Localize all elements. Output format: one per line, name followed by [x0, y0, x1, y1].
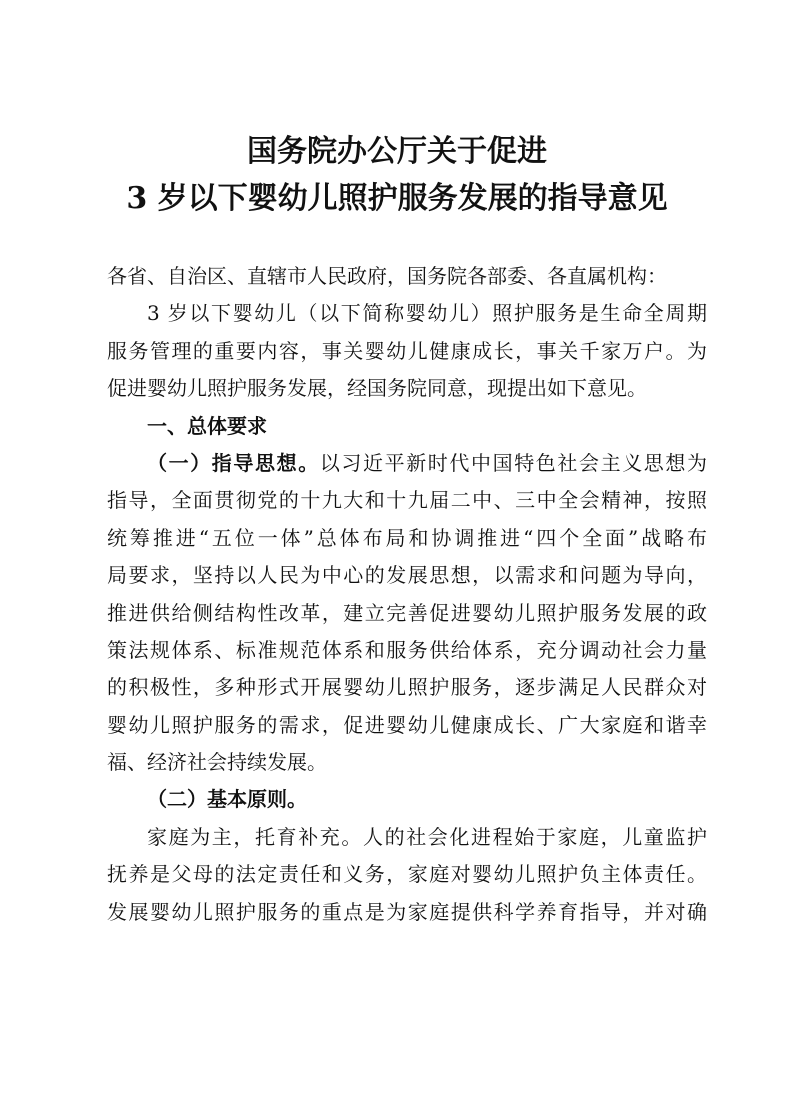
- paragraph-line: 的积极性，多种形式开展婴幼儿照护服务，逐步满足人民群众对: [107, 675, 707, 700]
- paragraph-line: 指导，全面贯彻党的十九大和十九届二中、三中全会精神，按照: [107, 488, 707, 513]
- paragraph-line: 局要求，坚持以人民为中心的发展思想，以需求和问题为导向，: [107, 563, 707, 588]
- salutation: 各省、自治区、直辖市人民政府，国务院各部委、各直属机构：: [107, 264, 667, 288]
- paragraph-line: 抚养是父母的法定责任和义务，家庭对婴幼儿照护负主体责任。: [107, 862, 707, 887]
- paragraph-line: 推进供给侧结构性改革，建立完善促进婴幼儿照护服务发展的政: [107, 600, 707, 625]
- subsection-first-line: [107, 445, 707, 482]
- intro-line: 服务管理的重要内容，事关婴幼儿健康成长，事关千家万户。为: [107, 338, 707, 363]
- subsection-heading: （二）基本原则。: [147, 787, 307, 812]
- paragraph-line: 发展婴幼儿照护服务的重点是为家庭提供科学养育指导，并对确: [107, 899, 707, 924]
- section-heading: 一、总体要求: [147, 413, 267, 438]
- intro-line: 3 岁以下婴幼儿（以下简称婴幼儿）照护服务是生命全周期: [147, 301, 707, 326]
- subsection-heading: （一）指导思想。: [147, 450, 320, 475]
- intro-line: 促进婴幼儿照护服务发展，经国务院同意，现提出如下意见。: [107, 376, 647, 401]
- document-title-line-1: 国务院办公厅关于促进: [247, 134, 547, 169]
- paragraph-line: 福、经济社会持续发展。: [107, 750, 327, 775]
- paragraph-text: 以习近平新时代中国特色社会主义思想为: [319, 450, 708, 475]
- paragraph-line: 统筹推进“五位一体”总体布局和协调推进“四个全面”战略布: [107, 525, 707, 550]
- document-title-line-2: 3 岁以下婴幼儿照护服务发展的指导意见: [126, 181, 668, 216]
- paragraph-line: 策法规体系、标准规范体系和服务供给体系，充分调动社会力量: [107, 637, 707, 662]
- paragraph-line: 家庭为主，托育补充。人的社会化进程始于家庭，儿童监护: [147, 824, 707, 849]
- paragraph-line: 婴幼儿照护服务的需求，促进婴幼儿健康成长、广大家庭和谐幸: [107, 712, 707, 737]
- document-body: [107, 258, 707, 931]
